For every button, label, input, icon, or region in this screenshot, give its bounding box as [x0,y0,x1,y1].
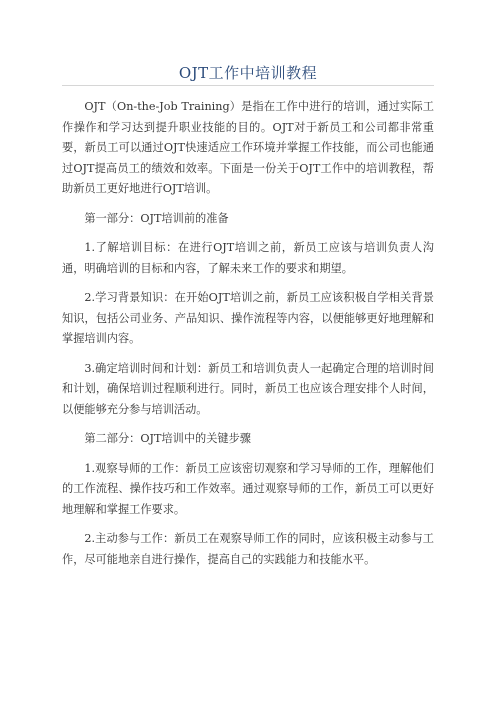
page-title: OJT工作中培训教程 [178,64,318,82]
section-heading-part-1: 第一部分：OJT培训前的准备 [84,211,229,225]
step-paragraph-2-2: 2.主动参与工作：新员工在观察导师工作的同时，应该积极主动参与工作，尽可能地亲自进行操作，提高自己的实践能力和技能水平。 [62,532,434,566]
step-paragraph-1-3: 3.确定培训时间和计划：新员工和培训负责人一起确定合理的培训时间和计划，确保培训过程顺利进行。同时，新员工也应该合理安排个人时间，以便能够充分参与培训活动。 [62,361,434,416]
section-heading-part-2: 第二部分：OJT培训中的关键步骤 [84,432,251,445]
step-paragraph-1-2: 2.学习背景知识：在开始OJT培训之前，新员工应该积极自学相关背景知识，包括公司业务、产品知识、操作流程等内容，以便能够更好地理解和掌握培训内容。 [62,291,434,345]
document-body [62,97,434,579]
step-paragraph-1-1: 1.了解培训目标：在进行OJT培训之前，新员工应该与培训负责人沟通，明确培训的目标和内容，了解未来工作的要求和期望。 [62,241,434,275]
title-divider [62,85,434,86]
step-paragraph-2-1: 1.观察导师的工作：新员工应该密切观察和学习导师的工作，理解他们的工作流程、操作技巧和工作效率。通过观察导师的工作，新员工可以更好地理解和掌握工作要求。 [62,461,434,516]
intro-paragraph: OJT（On-the-Job Training）是指在工作中进行的培训，通过实际工作操作和学习达到提升职业技能的目的。OJT对于新员工和公司都非常重要，新员工可以通过OJT快速适应工作环境并掌握工作技能，而公司也能通过OJT提高员工的绩效和效率。下面是一份关于OJT工作中的培训教程，帮助新员工更好地进行OJT培训。 [62,100,434,195]
